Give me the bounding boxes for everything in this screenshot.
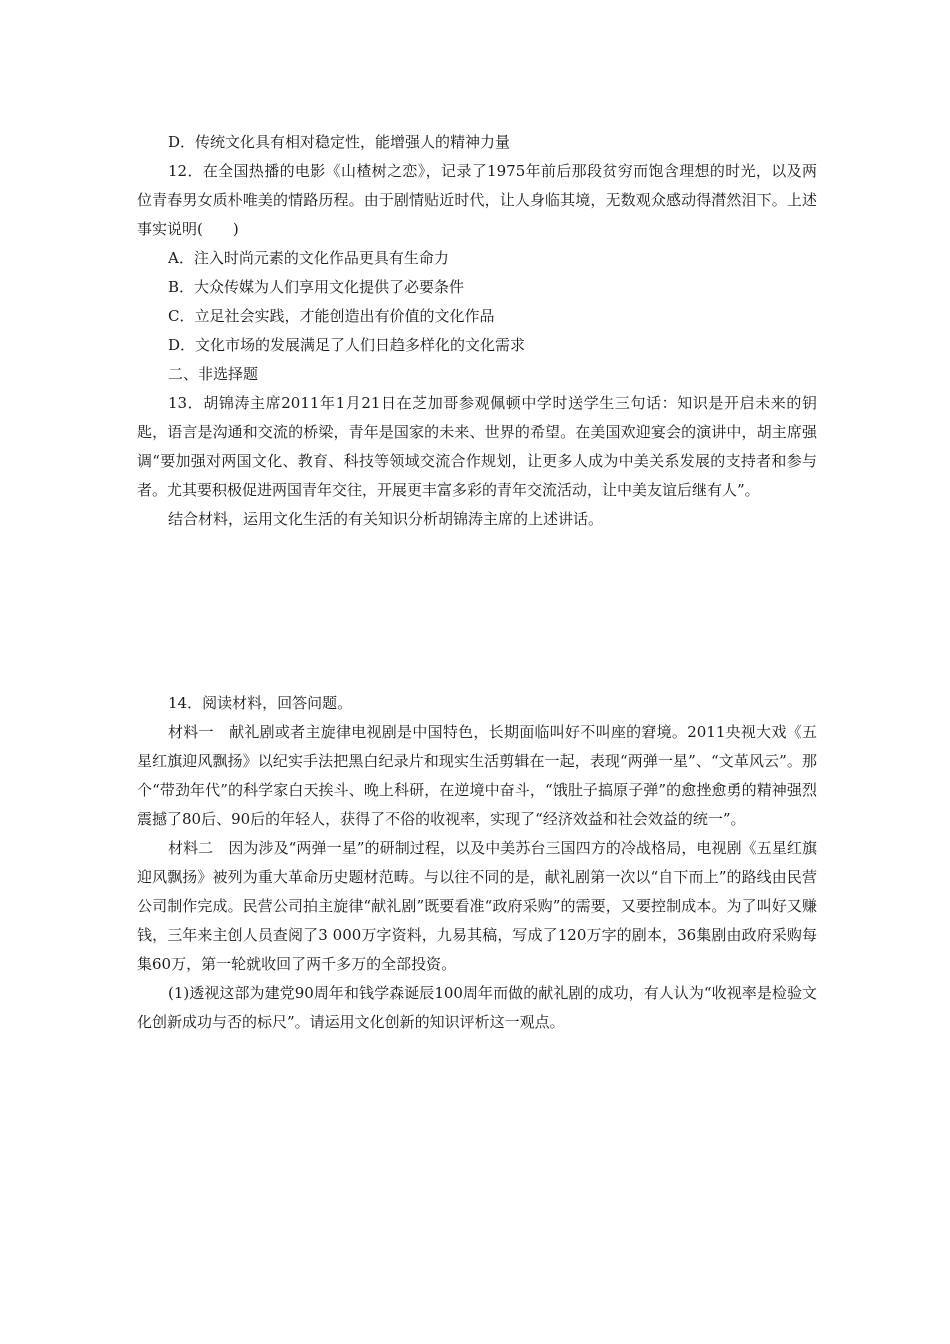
q13-question: 结合材料，运用文化生活的有关知识分析胡锦涛主席的上述讲话。	[168, 510, 604, 528]
q12-option-d: D．文化市场的发展满足了人们日趋多样化的文化需求	[168, 336, 526, 354]
q13-stem: 13．胡锦涛主席2011年1月21日在芝加哥参观佩顿中学时送学生三句话：知识是开启未来的钥匙，语言是沟通和交流的桥梁，青年是国家的未来、世界的希望。在美国欢迎宴会的演讲中，胡主席强调“要加强对两国文化、教育、科技等领域交流合作规划，让更多人成为中美关系发展的支持者和参与者。尤其要积极促进两国青年交往，开展更丰富多彩的青年交流活动，让中美友谊后继有人”。	[137, 394, 817, 499]
q12-option-a: A．注入时尚元素的文化作品更具有生命力	[168, 249, 449, 267]
q12-option-b: B．大众传媒为人们享用文化提供了必要条件	[168, 278, 465, 296]
q14-material-2: 材料二 因为涉及“两弹一星”的研制过程，以及中美苏台三国四方的冷战格局，电视剧《五星红旗迎风飘扬》被列为重大革命历史题材范畴。与以往不同的是，献礼剧第一次以“自下而上”的路线由民营公司制作完成。民营公司拍主旋律“献礼剧”既要看准“政府采购”的需要，又要控制成本。为了叫好又赚钱，三年来主创人员查阅了3 000万字资料，九易其稿，写成了120万字的剧本，36集剧由政府采购每集60万，第一轮就收回了两千多万的全部投资。	[137, 839, 817, 973]
q12-option-c: C．立足社会实践，才能创造出有价值的文化作品	[168, 307, 495, 325]
section-heading-non-choice: 二、非选择题	[168, 365, 259, 383]
q14-stem: 14．阅读材料，回答问题。	[168, 694, 353, 712]
q11-option-d: D．传统文化具有相对稳定性，能增强人的精神力量	[168, 133, 511, 151]
q12-stem: 12．在全国热播的电影《山楂树之恋》，记录了1975年前后那段贫穷而饱含理想的时光，以及两位青春男女质朴唯美的情路历程。由于剧情贴近时代，让人身临其境，无数观众感动得潸然泪下。上述事实说明( )	[137, 162, 817, 238]
q14-subquestion-1: (1)透视这部为建党90周年和钱学森诞辰100周年而做的献礼剧的成功，有人认为“收视率是检验文化创新成功与否的标尺”。请运用文化创新的知识评析这一观点。	[137, 984, 817, 1031]
answer-space	[137, 534, 817, 689]
q14-material-1: 材料一 献礼剧或者主旋律电视剧是中国特色，长期面临叫好不叫座的窘境。2011央视大戏《五星红旗迎风飘扬》以纪实手法把黑白纪录片和现实生活剪辑在一起，表现“两弹一星”、“文革风云”。那个“带劲年代”的科学家白天挨斗、晚上科研，在逆境中奋斗，“饿肚子搞原子弹”的愈挫愈勇的精神强烈震撼了80后、90后的年轻人，获得了不俗的收视率，实现了“经济效益和社会效益的统一”。	[137, 723, 817, 828]
document-content	[137, 128, 817, 1037]
